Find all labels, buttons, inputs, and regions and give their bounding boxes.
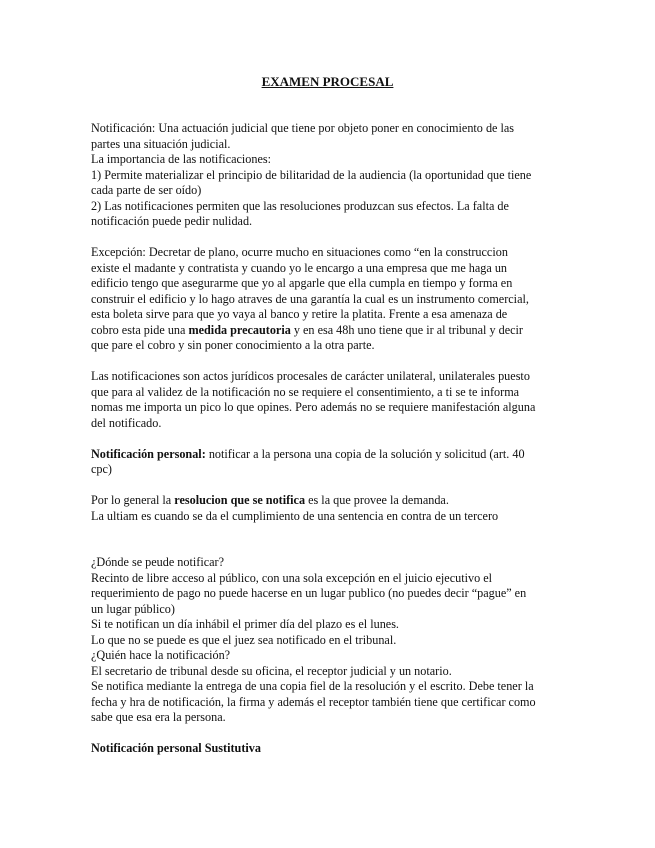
paragraph-how: Se notifica mediante la entrega de una copia fiel de la resolución y el escrito. Debe tener la fecha y hra de notificación, la firma y además el receptor también tiene que certificar como sabe que esa era la persona. [91,679,536,724]
personal-text: notificar a la persona una copia de la solución y solicitud (art. 40 cpc) [91,446,525,476]
paragraph-unilateral: Las notificaciones son actos jurídicos procesales de carácter unilateral, unilaterales puesto que para al validez de la notificación no se requiere el consentimiento, a ti se te informa nomas me importa un pico lo que opines. Pero además no se requiere manifestación alguna del notificado. [91,369,536,430]
paragraph-last: La ultiam es cuando se da el cumplimiento de una sentencia en contra de un tercero [91,508,499,523]
paragraph-general [91,493,536,509]
paragraph-who-answer: El secretario de tribunal desde su oficina, el receptor judicial y un notario. [91,663,452,678]
general-text-1: Por lo general la [91,493,175,507]
exception-text-1: Excepción: Decretar de plano, ocurre mucho en situaciones como “en la construccion existe el madante y contratista y cuando yo le encargo a una empresa que me haga un edificio tengo que asegurarme que yo al apgarle que ella cumpla en tiempo y forma en construir el edificio y lo hago atraves de una garantía la cual es un instrumento comercial, esta boleta sirve para que yo vaya al banco y retire la platita. Frente a esa amenaza de cobro esta pide una [91,245,529,337]
exception-text-2: y en esa 48h uno tiene que ir al tribunal y decir que pare el cobro y sin poner conocimiento a la otra parte. [91,322,523,352]
paragraph-inhabil: Si te notifican un día inhábil el primer día del plazo es el lunes. [91,617,399,631]
general-text-2: es la que provee la demanda. [305,493,449,507]
spacer [91,354,536,370]
spacer [91,431,536,447]
general-bold: resolucion que se notifica [174,493,306,507]
personal-heading: Notificación personal: [91,446,206,461]
paragraph-definition: Notificación: Una actuación judicial que tiene por objeto poner en conocimiento de las partes una situación judicial. [91,121,515,151]
paragraph-personal [91,447,536,478]
paragraph-exception [91,245,536,354]
paragraph-who-question: ¿Quién hace la notificación? [91,648,231,662]
spacer [91,478,536,494]
spacer [91,524,536,555]
exception-bold: medida precautoria [188,322,291,337]
document-title: EXAMEN PROCESAL [261,74,394,89]
paragraph-point-1: 1) Permite materializar el principio de bilitaridad de la audiencia (la oportunidad que tiene cada parte de ser oído) [91,167,532,197]
paragraph-point-2: 2) Las notificaciones permiten que las resoluciones produzcan sus efectos. La falta de notificación puede pedir nulidad. [91,198,509,228]
paragraph-where-question: ¿Dónde se peude notificar? [91,555,224,569]
section-heading-sustitutiva: Notificación personal Sustitutiva [91,741,261,755]
paragraph-where-answer: Recinto de libre acceso al público, con una sola excepción en el juicio ejecutivo el requerimiento de pago no puede hacerse en un lugar publico (no puedes decir “pague” en un lugar público) [91,570,527,616]
paragraph-judge: Lo que no se puede es que el juez sea notificado en el tribunal. [91,632,397,647]
spacer [91,230,536,246]
paragraph-importance: La importancia de las notificaciones: [91,152,272,166]
spacer [91,726,536,742]
document-body [91,121,536,757]
